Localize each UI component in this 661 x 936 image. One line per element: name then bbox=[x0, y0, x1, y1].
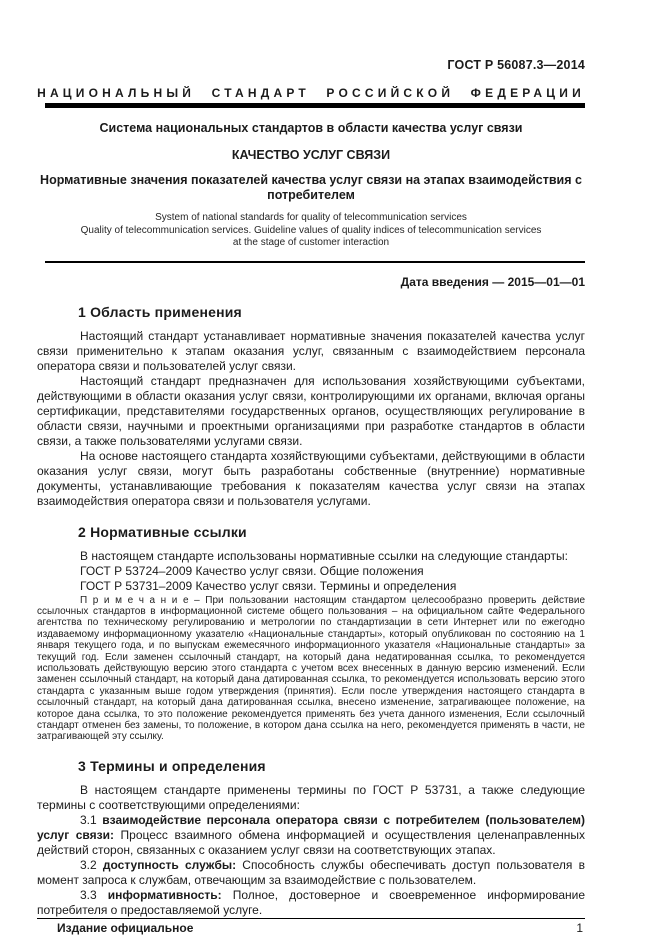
term-item-3-2 bbox=[37, 858, 585, 888]
header-divider-bar bbox=[45, 103, 585, 108]
section-1-paragraph-2: Настоящий стандарт предназначен для использования хозяйствующими субъектами, действующими в области оказания услуг связи, контролирующими их органами, включая органы сертификации, представителями государственных органов, осуществляющих регулирование в области связи, научными и проектными организациями при разработке стандартов в области связи, а также пользователями услугами связи. bbox=[37, 373, 585, 448]
title-english-line-1: System of national standards for quality of telecommunication services bbox=[155, 212, 467, 223]
gost-reference-2: ГОСТ Р 53731–2009 Качество услуг связи. Термины и определения bbox=[80, 578, 457, 593]
page-number: 1 bbox=[576, 921, 583, 936]
title-subtitle: Нормативные значения показателей качества услуг связи на этапах взаимодействия с потребителем bbox=[40, 173, 582, 202]
section-3-lead: В настоящем стандарте применены термины по ГОСТ Р 53731, а также следующие термины с соответствующими определениями: bbox=[37, 782, 585, 812]
term-name: взаимодействие персонала оператора связи с потребителем (пользователем) услуг связи: bbox=[37, 812, 585, 842]
term-item-3-1 bbox=[37, 813, 585, 858]
term-name: доступность службы: bbox=[102, 857, 237, 872]
term-number: 3.2 bbox=[80, 857, 97, 872]
section-1-heading: 1 Область применения bbox=[78, 303, 242, 320]
section-2-heading: 2 Нормативные ссылки bbox=[78, 523, 247, 540]
title-english bbox=[37, 212, 585, 250]
section-2-note: П р и м е ч а н и е – При пользовании настоящим стандартом целесообразно проверить действие ссылочных стандартов в информационной системе общего пользования – на официальном сайте Федерального агентства по техническому регулированию и метрологии по стандартизации в сети Интернет или по ежегодно издаваемому информационному указателю «Национальные стандарты», который опубликован по состоянию на 1 января текущего года, и по выпускам ежемесячного информационного указателя «Национальные стандарты» за текущий год. Если заменен ссылочный стандарт, на который дана недатированная ссылка, то рекомендуется использовать действующую версию этого стандарта с учетом всех внесенных в данную версию изменений. Если заменен ссылочный стандарт, на который дана датированная ссылка, то рекомендуется использовать версию этого стандарта с указанным выше годом утверждения (принятия). Если после утверждения настоящего стандарта в ссылочный стандарт, на который дана датированная ссылка, внесено изменение, затрагивающее положение, на которое дана ссылка, то это положение рекомендуется применять без учета данного изменения, Если ссылочный стандарт отменен без замены, то положение, в котором дана ссылка на него, рекомендуется применять в части, не затрагивающей эту ссылку. bbox=[37, 594, 585, 743]
title-divider-rule bbox=[45, 261, 585, 263]
standard-code: ГОСТ Р 56087.3—2014 bbox=[447, 58, 585, 72]
term-name: информативность: bbox=[107, 887, 222, 902]
term-definition: Процесс взаимного обмена информацией и осуществления целенаправленных действий сторон, связанных с оказанием услуг связи на соответствующих этапах. bbox=[37, 827, 585, 857]
term-number: 3.3 bbox=[80, 887, 97, 902]
section-1-paragraph-1: Настоящий стандарт устанавливает нормативные значения показателей качества услуг связи применительно к этапам оказания услуг, связанным с взаимодействием персонала оператора связи и пользователей услуг связи. bbox=[37, 328, 585, 373]
title-system-line: Система национальных стандартов в области качества услуг связи bbox=[99, 121, 523, 135]
effective-date: Дата введения — 2015—01—01 bbox=[400, 274, 585, 289]
term-item-3-3 bbox=[37, 888, 585, 918]
standard-kind-line: НАЦИОНАЛЬНЫЙ СТАНДАРТ РОССИЙСКОЙ ФЕДЕРАЦИИ bbox=[37, 86, 585, 100]
title-main: КАЧЕСТВО УСЛУГ СВЯЗИ bbox=[231, 148, 391, 162]
gost-reference-1: ГОСТ Р 53724–2009 Качество услуг связи. Общие положения bbox=[80, 563, 424, 578]
term-definition: Полное, достоверное и своевременное информирование потребителя о предоставляемой услуге. bbox=[37, 887, 585, 917]
section-1-paragraph-3: На основе настоящего стандарта хозяйствующими субъектами, действующими в области оказания услуг связи, могут быть разработаны собственные (внутренние) нормативные документы, устанавливающие требования к показателям качества услуг связи на этапах взаимодействия оператора связи и пользователя услугами. bbox=[37, 448, 585, 508]
section-3-heading: 3 Термины и определения bbox=[78, 757, 266, 774]
footer-divider-rule bbox=[37, 918, 585, 920]
section-2-lead: В настоящем стандарте использованы нормативные ссылки на следующие стандарты: bbox=[80, 548, 568, 563]
title-english-line-3: at the stage of customer interaction bbox=[232, 237, 390, 248]
edition-label: Издание официальное bbox=[57, 921, 194, 936]
title-english-line-2: Quality of telecommunication services. Guideline values of quality indices of telecommunication services bbox=[80, 224, 542, 236]
term-definition: Способность службы обеспечивать доступ пользователя в момент запроса к службам, отвечающим за взаимодействие с пользователем. bbox=[37, 857, 585, 887]
term-number: 3.1 bbox=[80, 812, 97, 827]
page-footer bbox=[37, 921, 585, 935]
